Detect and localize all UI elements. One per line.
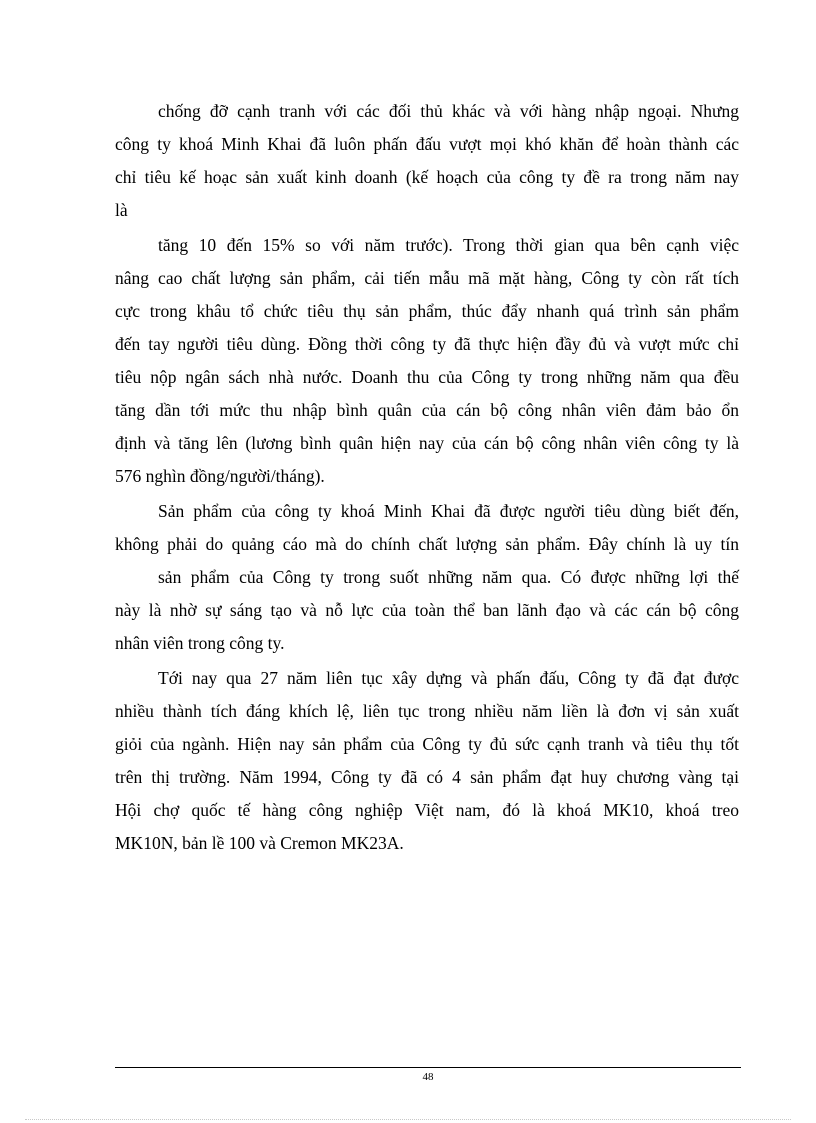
footer-divider: [115, 1067, 741, 1068]
text-line: không phải do quảng cáo mà do chính chất lượng sản phẩm. Đây chính là uy tín: [115, 534, 739, 554]
document-body: [115, 95, 739, 860]
text-line: trên thị trường. Năm 1994, Công ty đã có 4 sản phẩm đạt huy chương vàng tại: [115, 767, 739, 787]
page-bottom-border: [25, 1119, 791, 1120]
text-line: tăng 10 đến 15% so với năm trước). Trong thời gian qua bên cạnh việc: [158, 235, 739, 255]
text-line: cực trong khâu tổ chức tiêu thụ sản phẩm, thúc đẩy nhanh quá trình sản phẩm: [115, 301, 739, 321]
text-line: tăng dần tới mức thu nhập bình quân của cán bộ công nhân viên đảm bảo ổn: [115, 400, 739, 420]
text-line: MK10N, bản lề 100 và Cremon MK23A.: [115, 833, 404, 853]
text-line: nâng cao chất lượng sản phẩm, cải tiến mẫu mã mặt hàng, Công ty còn rất tích: [115, 268, 739, 288]
text-line: Sản phẩm của công ty khoá Minh Khai đã được người tiêu dùng biết đến,: [158, 501, 739, 521]
text-line: tiêu nộp ngân sách nhà nước. Doanh thu của Công ty trong những năm qua đều: [115, 367, 739, 387]
text-line: chống đỡ cạnh tranh với các đối thủ khác và với hàng nhập ngoại. Nhưng: [158, 101, 739, 121]
text-line: sản phẩm của Công ty trong suốt những năm qua. Có được những lợi thế: [158, 567, 739, 587]
text-line: Hội chợ quốc tế hàng công nghiệp Việt nam, đó là khoá MK10, khoá treo: [115, 800, 739, 820]
text-line: nhiều thành tích đáng khích lệ, liên tục trong nhiều năm liền là đơn vị sản xuất: [115, 701, 739, 721]
text-line: nhân viên trong công ty.: [115, 633, 285, 653]
text-line: công ty khoá Minh Khai đã luôn phấn đấu vượt mọi khó khăn để hoàn thành các: [115, 134, 739, 154]
text-line: đến tay người tiêu dùng. Đồng thời công ty đã thực hiện đầy đủ và vượt mức chỉ: [115, 334, 739, 354]
page-number: 48: [422, 1071, 434, 1083]
text-line: này là nhờ sự sáng tạo và nỗ lực của toàn thể ban lãnh đạo và các cán bộ công: [115, 600, 739, 620]
text-line: là: [115, 200, 128, 220]
text-line: định và tăng lên (lương bình quân hiện nay của cán bộ công nhân viên công ty là: [115, 433, 739, 453]
text-line: 576 nghìn đồng/người/tháng).: [115, 466, 325, 486]
text-line: Tới nay qua 27 năm liên tục xây dựng và phấn đấu, Công ty đã đạt được: [158, 668, 739, 688]
text-line: chỉ tiêu kế hoạc sản xuất kinh doanh (kế hoạch của công ty đề ra trong năm nay: [115, 167, 739, 187]
text-line: giỏi của ngành. Hiện nay sản phẩm của Công ty đủ sức cạnh tranh và tiêu thụ tốt: [115, 734, 739, 754]
